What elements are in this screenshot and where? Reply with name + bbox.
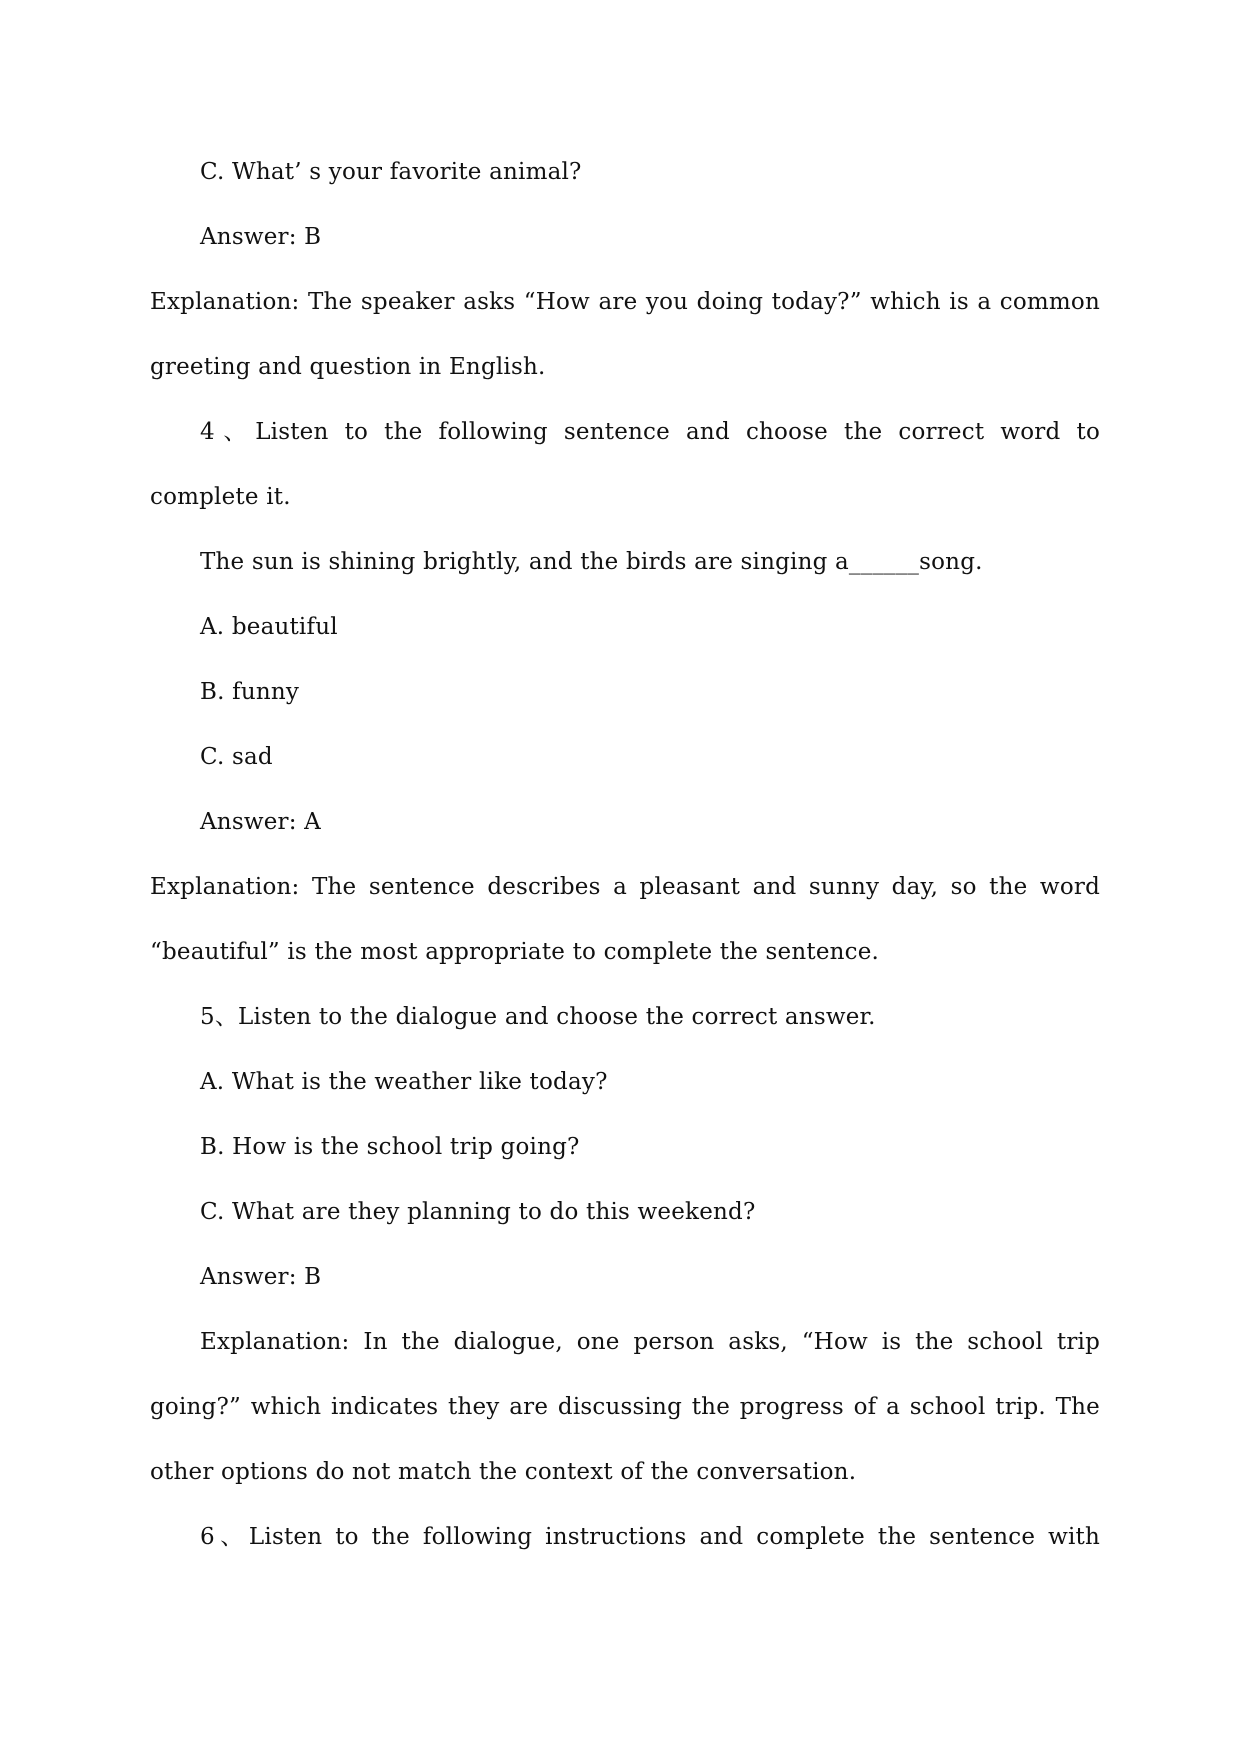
explanation-line: Explanation: In the dialogue, one person asks, “How is the school trip <box>200 1329 1100 1355</box>
option-b-line: B. How is the school trip going? <box>200 1134 580 1160</box>
document-body <box>150 140 1100 1570</box>
answer-line: Answer: B <box>200 1264 322 1290</box>
option-c-line: C. What are they planning to do this weekend? <box>200 1199 756 1225</box>
prompt-sentence: The sun is shining brightly, and the birds are singing a______song. <box>200 549 983 575</box>
question-line: 4、Listen to the following sentence and choose the correct word to <box>200 419 1100 445</box>
question-line: 5、Listen to the dialogue and choose the correct answer. <box>200 1004 876 1030</box>
explanation-line: Explanation: The speaker asks “How are you doing today?” which is a common <box>150 289 1100 315</box>
explanation-line: “beautiful” is the most appropriate to complete the sentence. <box>150 939 880 965</box>
option-c-line: C. What’ s your favorite animal? <box>200 159 582 185</box>
answer-line: Answer: A <box>200 809 321 835</box>
option-a-line: A. beautiful <box>200 614 338 640</box>
explanation-line: going?” which indicates they are discussing the progress of a school trip. The <box>150 1394 1100 1420</box>
explanation-line: other options do not match the context of the conversation. <box>150 1459 857 1485</box>
question-line: complete it. <box>150 484 291 510</box>
option-c-line: C. sad <box>200 744 273 770</box>
option-a-line: A. What is the weather like today? <box>200 1069 608 1095</box>
explanation-line: Explanation: The sentence describes a pleasant and sunny day, so the word <box>150 874 1100 900</box>
question-line: 6、Listen to the following instructions and complete the sentence with <box>200 1524 1100 1550</box>
answer-line: Answer: B <box>200 224 322 250</box>
option-b-line: B. funny <box>200 679 300 705</box>
explanation-line: greeting and question in English. <box>150 354 546 380</box>
